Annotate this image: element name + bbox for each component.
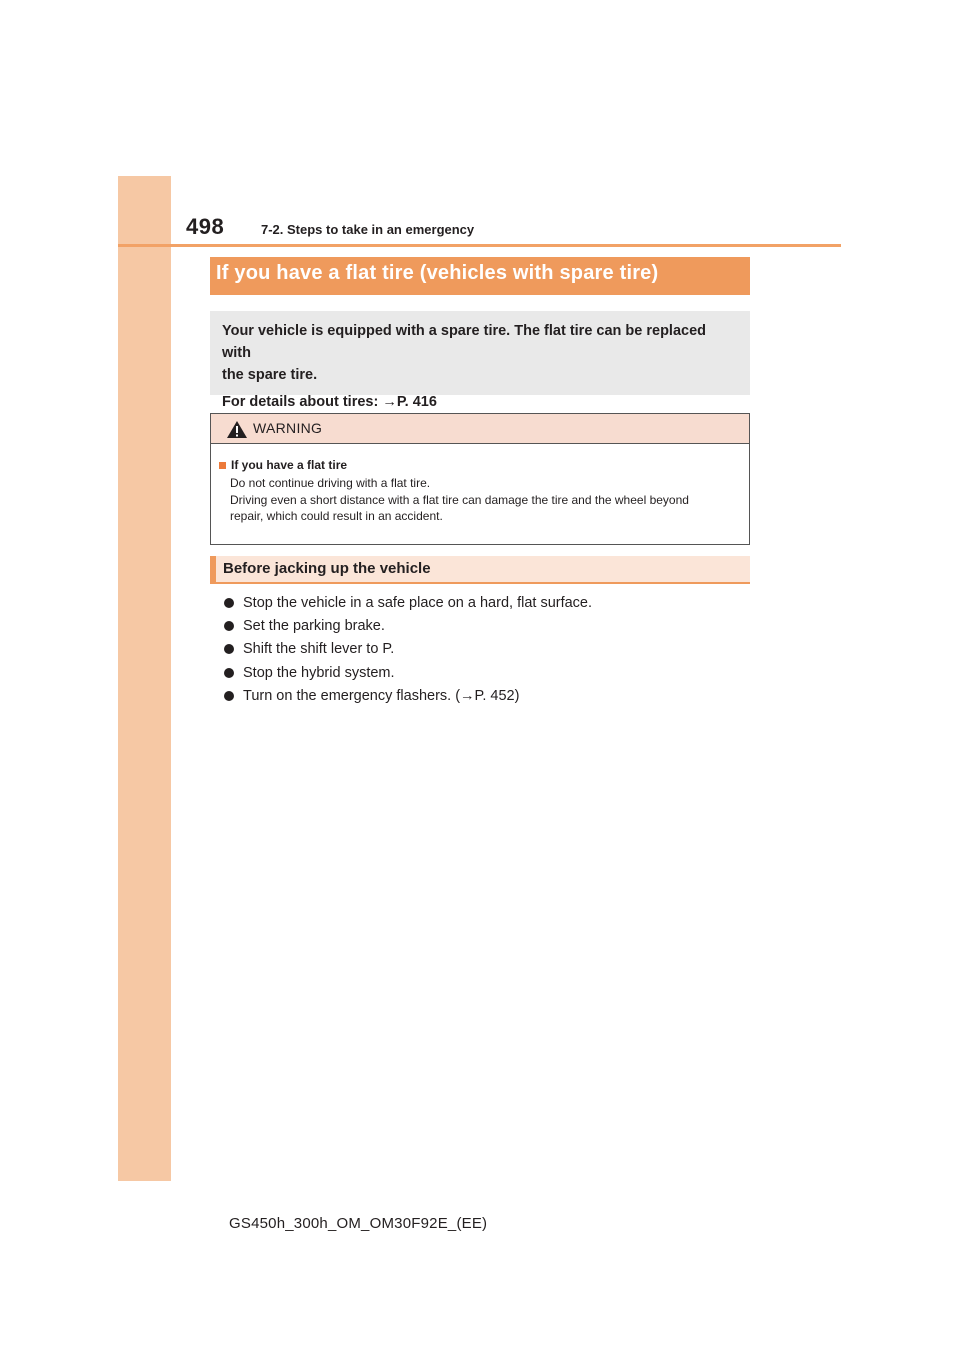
page-number: 498 [186,214,225,239]
header-rule [118,244,841,247]
warning-triangle-icon [226,420,248,439]
intro-line-2: the spare tire. [222,367,318,383]
intro-reference [222,391,738,413]
list-item [224,685,592,708]
warning-heading [219,458,739,472]
warning-body [211,444,749,525]
square-bullet-icon [219,462,226,469]
warning-header [211,414,749,444]
steps-list [224,591,592,708]
list-item-text: Stop the hybrid system. [243,664,395,681]
bullet-icon [224,668,234,678]
warning-line-2: Driving even a short distance with a flat tire can damage the tire and the wheel beyond [230,492,689,507]
list-item-text: Stop the vehicle in a safe place on a hard, flat surface. [243,594,593,611]
intro-line-1: Your vehicle is equipped with a spare tire. The flat tire can be replaced with [222,323,707,361]
footer-document-code: GS450h_300h_OM_OM30F92E_(EE) [229,1215,488,1232]
warning-heading-text: If you have a flat tire [231,458,348,472]
warning-text [219,475,739,525]
bullet-icon [224,598,234,608]
running-head: 7-2. Steps to take in an emergency [261,222,475,237]
subsection-title: Before jacking up the vehicle [210,556,750,584]
warning-box [210,413,750,545]
arrow-icon: → [382,394,397,410]
bullet-icon [224,621,234,631]
list-item-text: Set the parking brake. [243,618,385,635]
bullet-icon [224,691,234,701]
warning-line-1: Do not continue driving with a flat tire. [230,476,431,490]
warning-line-3: repair, which could result in an accident. [230,509,443,523]
list-item [224,661,592,684]
list-item [224,614,592,637]
intro-reference-prefix: For details about tires: [222,394,383,410]
list-item-text: Turn on the emergency flashers. (→P. 452) [243,688,520,705]
list-item [224,591,592,614]
list-item [224,638,592,661]
bullet-icon [224,644,234,654]
list-item-text: Shift the shift lever to P. [243,641,395,658]
intro-reference-page[interactable]: P. 416 [396,394,437,410]
chapter-side-band [118,176,171,1181]
intro-box [210,311,750,410]
section-title: If you have a flat tire (vehicles with spare tire) [210,257,750,295]
warning-label: WARNING [253,420,323,436]
